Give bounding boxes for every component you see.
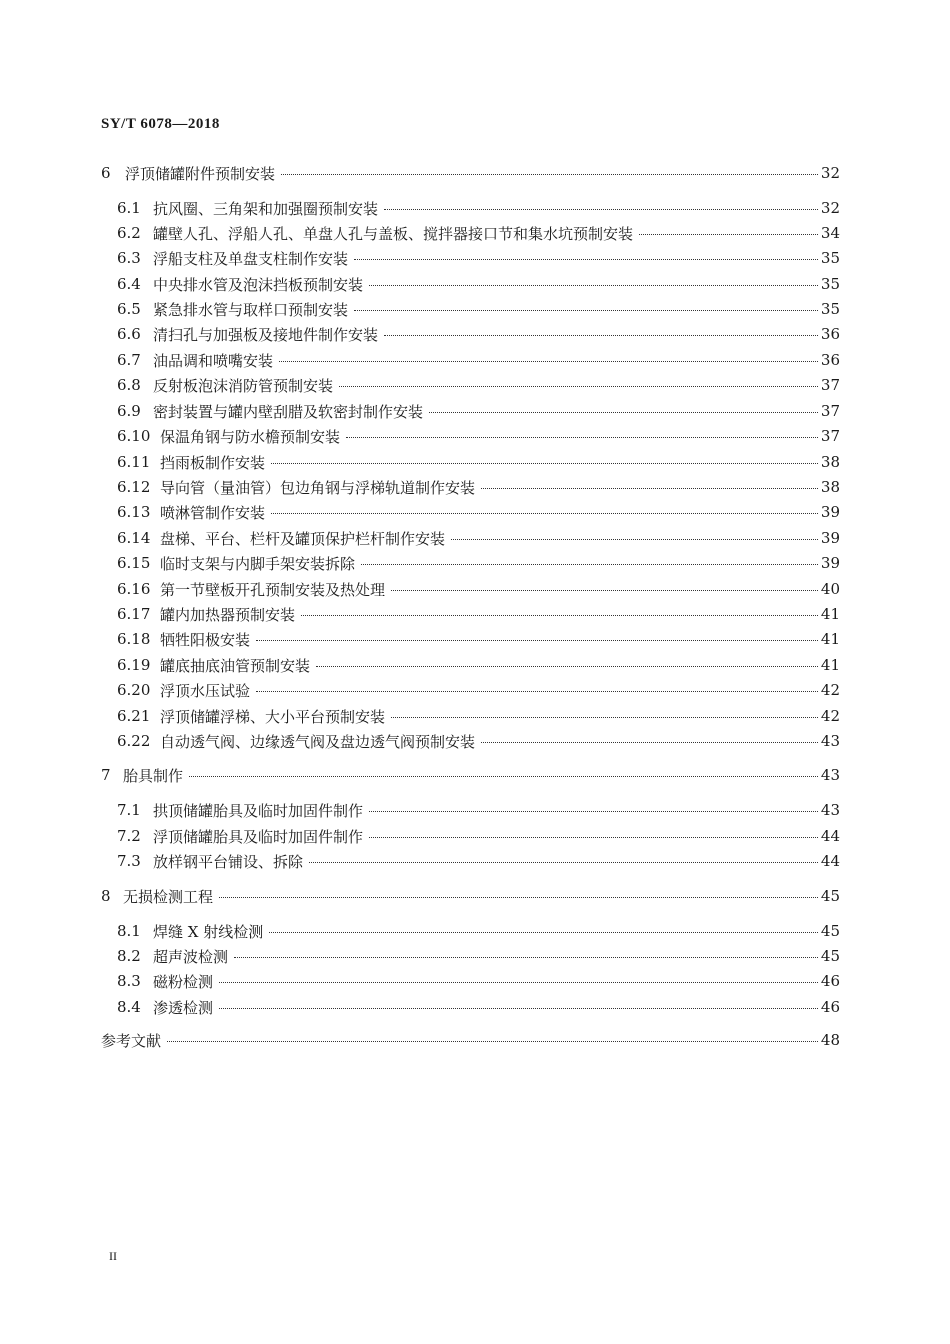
dot-leader [384, 330, 818, 342]
toc-entry [117, 825, 840, 847]
toc-entry [117, 679, 840, 701]
toc-section-title: 密封装置与罐内壁刮腊及软密封制作安装 [153, 402, 424, 421]
toc-page-number: 46 [820, 998, 840, 1016]
toc-page-number: 32 [820, 199, 840, 217]
dot-leader [219, 892, 818, 904]
toc-section-number: 6.21 [117, 707, 151, 725]
dot-leader [346, 432, 818, 444]
toc-page-number: 46 [820, 972, 840, 990]
toc-section-number: 8.1 [117, 922, 141, 940]
dot-leader [271, 508, 818, 520]
dot-leader [429, 407, 818, 419]
dot-leader [369, 832, 818, 844]
toc-entry [117, 628, 840, 650]
toc-entry [117, 730, 840, 752]
toc-section-number: 6.7 [117, 351, 141, 369]
toc-page-number: 35 [820, 300, 840, 318]
toc-page-number: 44 [820, 827, 840, 845]
toc-entry [117, 654, 840, 676]
dot-leader [639, 229, 818, 241]
toc-section-number: 8 [101, 887, 111, 905]
toc-section-title: 罐内加热器预制安装 [160, 605, 296, 624]
toc-page-number: 44 [820, 852, 840, 870]
dot-leader [219, 977, 818, 989]
toc-section-number: 7 [101, 766, 111, 784]
toc-entry [117, 323, 840, 345]
toc-page-number: 35 [820, 249, 840, 267]
toc-entry [117, 400, 840, 422]
toc-entry [117, 476, 840, 498]
toc-section-title: 超声波检测 [153, 947, 229, 966]
toc-section-title: 磁粉检测 [153, 972, 214, 991]
toc-page-number: 34 [820, 224, 840, 242]
toc-section-number: 7.1 [117, 801, 141, 819]
toc-page-number: 36 [820, 351, 840, 369]
toc-section-number: 8.2 [117, 947, 141, 965]
dot-leader [309, 857, 818, 869]
toc-entry [117, 197, 840, 219]
toc-entry [117, 222, 840, 244]
toc-page-number: 41 [820, 630, 840, 648]
toc-section-title: 无损检测工程 [123, 887, 214, 906]
toc-page-number: 39 [820, 554, 840, 572]
toc-section-number: 7.2 [117, 827, 141, 845]
toc-page-number: 45 [820, 887, 840, 905]
dot-leader [256, 635, 818, 647]
toc-section-title: 拱顶储罐胎具及临时加固件制作 [153, 801, 364, 820]
dot-leader [451, 534, 818, 546]
toc-section-title: 浮顶储罐浮梯、大小平台预制安装 [160, 707, 386, 726]
dot-leader [369, 280, 818, 292]
toc-section-title: 参考文献 [101, 1031, 162, 1050]
toc-page-number: 38 [820, 478, 840, 496]
toc-entry [117, 374, 840, 396]
toc-page-number: 42 [820, 681, 840, 699]
toc-entry [117, 527, 840, 549]
toc-section-number: 6.18 [117, 630, 151, 648]
dot-leader [339, 381, 818, 393]
toc-page-number: 45 [820, 947, 840, 965]
toc-section-number: 7.3 [117, 852, 141, 870]
toc-page-number: 48 [820, 1031, 840, 1049]
toc-entry [117, 920, 840, 942]
toc-section-title: 清扫孔与加强板及接地件制作安装 [153, 325, 379, 344]
toc-section-number: 6.19 [117, 656, 151, 674]
toc-page-number: 41 [820, 605, 840, 623]
toc-entry [101, 162, 840, 184]
dot-leader [269, 927, 818, 939]
dot-leader [354, 305, 818, 317]
toc-section-number: 6.6 [117, 325, 141, 343]
toc-section-title: 临时支架与内脚手架安装拆除 [160, 554, 356, 573]
dot-leader [189, 771, 818, 783]
toc-entry [117, 349, 840, 371]
toc-entry [117, 501, 840, 523]
toc-section-title: 导向管（量油管）包边角钢与浮梯轨道制作安装 [160, 478, 476, 497]
toc-section-title: 中央排水管及泡沫挡板预制安装 [153, 275, 364, 294]
toc-section-title: 油品调和喷嘴安装 [153, 351, 274, 370]
toc-section-number: 6.10 [117, 427, 151, 445]
toc-section-title: 盘梯、平台、栏杆及罐顶保护栏杆制作安装 [160, 529, 446, 548]
toc-section-number: 6.5 [117, 300, 141, 318]
toc-entry [117, 578, 840, 600]
toc-page-number: 41 [820, 656, 840, 674]
toc-entry [117, 945, 840, 967]
toc-entry [117, 850, 840, 872]
toc-section-number: 6.14 [117, 529, 151, 547]
dot-leader [361, 559, 818, 571]
toc-section-number: 6.4 [117, 275, 141, 293]
toc-entry [117, 273, 840, 295]
toc-section-title: 挡雨板制作安装 [160, 453, 266, 472]
toc-page-number: 39 [820, 503, 840, 521]
toc-section-number: 8.4 [117, 998, 141, 1016]
dot-leader [301, 610, 818, 622]
toc-section-title: 反射板泡沫消防管预制安装 [153, 376, 334, 395]
toc-entry [117, 451, 840, 473]
toc-entry [117, 247, 840, 269]
dot-leader [219, 1003, 818, 1015]
toc-section-number: 6.13 [117, 503, 151, 521]
toc-page-number: 43 [820, 801, 840, 819]
toc-page-number: 39 [820, 529, 840, 547]
toc-section-title: 浮顶水压试验 [160, 681, 251, 700]
toc-section-title: 牺牲阳极安装 [160, 630, 251, 649]
toc-entry [117, 552, 840, 574]
toc-section-number: 6.1 [117, 199, 141, 217]
toc-section-title: 放样钢平台铺设、拆除 [153, 852, 304, 871]
toc-section-number: 6.2 [117, 224, 141, 242]
toc-section-number: 6.16 [117, 580, 151, 598]
toc-page-number: 36 [820, 325, 840, 343]
toc-entry [117, 799, 840, 821]
toc-section-number: 6.3 [117, 249, 141, 267]
toc-section-title: 浮顶储罐附件预制安装 [125, 164, 276, 183]
toc-section-title: 紧急排水管与取样口预制安装 [153, 300, 349, 319]
toc-section-title: 浮船支柱及单盘支柱制作安装 [153, 249, 349, 268]
toc-entry [117, 705, 840, 727]
toc-entry [117, 970, 840, 992]
dot-leader [271, 458, 818, 470]
dot-leader [354, 254, 818, 266]
dot-leader [316, 661, 818, 673]
toc-page-number: 45 [820, 922, 840, 940]
toc-page-number: 40 [820, 580, 840, 598]
dot-leader [391, 712, 818, 724]
toc-section-title: 浮顶储罐胎具及临时加固件制作 [153, 827, 364, 846]
toc-section-title: 自动透气阀、边缘透气阀及盘边透气阀预制安装 [160, 732, 476, 751]
dot-leader [167, 1036, 818, 1048]
toc-page-number: 37 [820, 376, 840, 394]
toc-section-title: 焊缝 X 射线检测 [153, 922, 264, 941]
toc-section-title: 渗透检测 [153, 998, 214, 1017]
toc-entry [117, 603, 840, 625]
toc-section-title: 抗风圈、三角架和加强圈预制安装 [153, 199, 379, 218]
dot-leader [256, 686, 818, 698]
toc-page-number: 42 [820, 707, 840, 725]
toc-page-number: 43 [820, 766, 840, 784]
dot-leader [384, 204, 818, 216]
toc-section-number: 8.3 [117, 972, 141, 990]
toc-section-number: 6.12 [117, 478, 151, 496]
toc-entry [117, 298, 840, 320]
toc-section-number: 6.15 [117, 554, 151, 572]
toc-entry [101, 885, 840, 907]
toc-entry [117, 425, 840, 447]
toc-page-number: 32 [820, 164, 840, 182]
toc-section-title: 第一节壁板开孔预制安装及热处理 [160, 580, 386, 599]
dot-leader [369, 806, 818, 818]
page-number: II [109, 1249, 117, 1263]
toc-section-number: 6.17 [117, 605, 151, 623]
toc-section-title: 罐底抽底油管预制安装 [160, 656, 311, 675]
toc-section-title: 罐壁人孔、浮船人孔、单盘人孔与盖板、搅拌器接口节和集水坑预制安装 [153, 224, 634, 243]
standard-code-header: SY/T 6078—2018 [101, 116, 220, 132]
toc-page-number: 38 [820, 453, 840, 471]
toc-page-number: 37 [820, 402, 840, 420]
dot-leader [481, 737, 818, 749]
dot-leader [279, 356, 818, 368]
dot-leader [281, 169, 818, 181]
dot-leader [481, 483, 818, 495]
toc-page-number: 35 [820, 275, 840, 293]
toc-section-number: 6.22 [117, 732, 151, 750]
toc-section-title: 喷淋管制作安装 [160, 503, 266, 522]
toc-section-number: 6 [101, 164, 111, 182]
toc-entry [101, 1029, 840, 1051]
toc-section-title: 胎具制作 [123, 766, 184, 785]
toc-section-number: 6.20 [117, 681, 151, 699]
toc-entry [101, 764, 840, 786]
dot-leader [234, 952, 818, 964]
toc-entry [117, 996, 840, 1018]
toc-section-number: 6.11 [117, 453, 151, 471]
toc-section-number: 6.8 [117, 376, 141, 394]
dot-leader [391, 585, 818, 597]
toc-section-number: 6.9 [117, 402, 141, 420]
toc-section-title: 保温角钢与防水檐预制安装 [160, 427, 341, 446]
toc-page-number: 37 [820, 427, 840, 445]
toc-page-number: 43 [820, 732, 840, 750]
